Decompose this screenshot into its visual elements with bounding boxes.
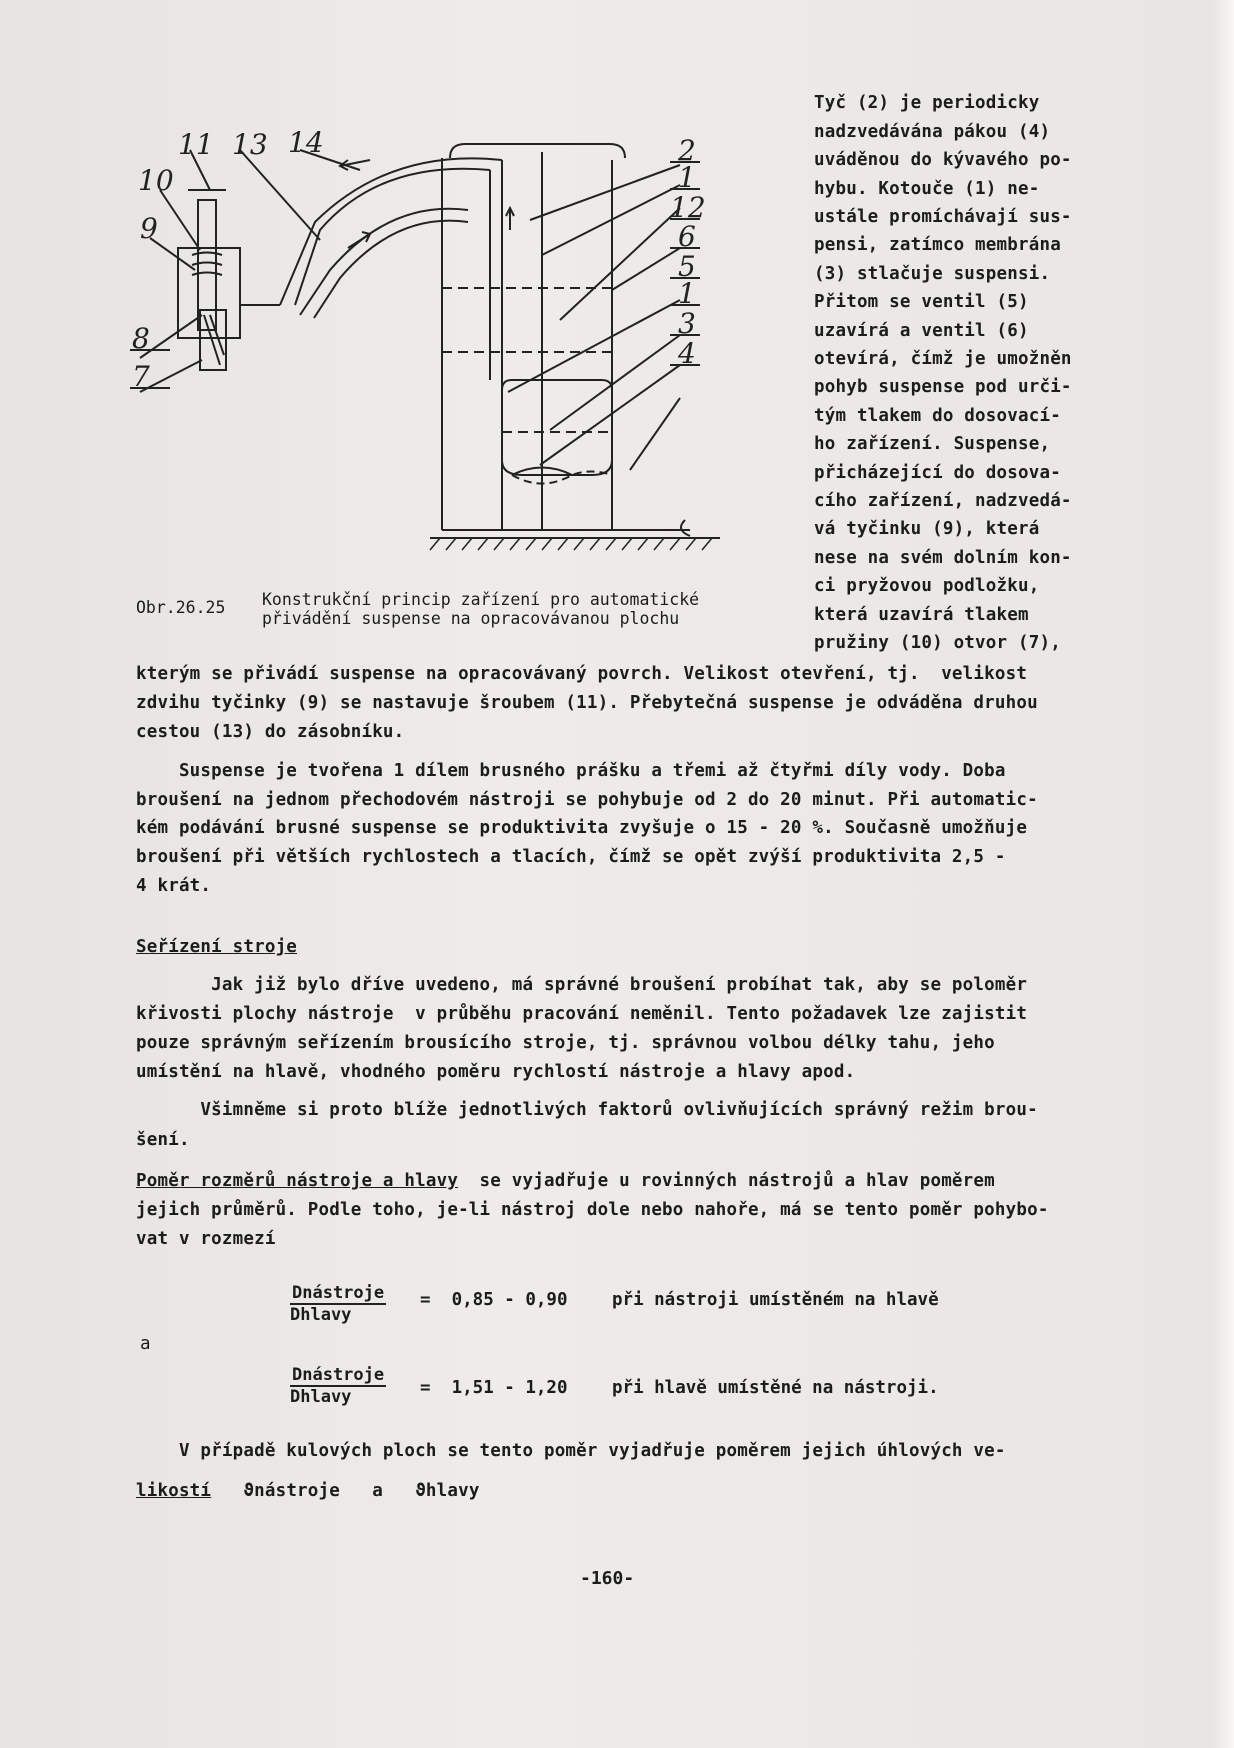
text-line: zdvihu tyčinky (9) se nastavuje šroubem (11). Přebytečná suspense je odváděna druhou (136, 693, 1038, 713)
label-1-bottom: 1 (678, 277, 696, 310)
text-line: pouze správným seřízením brousícího stroje, tj. správnou volbou délky tahu, jeho (136, 1033, 995, 1053)
text-line: cestou (13) do zásobníku. (136, 722, 405, 742)
text-line: 4 krát. (136, 876, 212, 896)
label-10: 10 (138, 164, 174, 197)
text-line: kterým se přivádí suspense na opracovávaný povrch. Velikost otevření, tj. velikost (136, 664, 1028, 684)
text-span: se vyjadřuje u rovinných nástrojů a hlav poměrem (458, 1171, 995, 1191)
text-line: otevírá, čímž je umožněn (814, 349, 1072, 369)
label-14: 14 (288, 130, 324, 159)
suspension-device-diagram (130, 130, 810, 570)
text-line: hybu. Kotouče (1) ne- (814, 179, 1040, 199)
label-8: 8 (132, 322, 150, 355)
text-span: a (372, 1481, 383, 1501)
text-line: pružiny (10) otvor (7), (814, 633, 1061, 653)
ratio-description: při nástroji umístěném na hlavě (612, 1290, 939, 1310)
text-line: ustále promíchávají sus- (814, 207, 1072, 227)
text-line: pensi, zatímco membrána (814, 235, 1061, 255)
text-line: pohyb suspense pod urči- (814, 377, 1072, 397)
fraction-2 (290, 1365, 386, 1407)
text-line: kém podávání brusné suspense se produktivita zvyšuje o 15 - 20 %. Současně umožňuje (136, 818, 1028, 838)
label-2: 2 (678, 134, 696, 167)
label-3: 3 (678, 307, 696, 340)
ratio-value: = 1,51 - 1,20 (420, 1378, 568, 1398)
label-12: 12 (670, 191, 706, 224)
text-line: Jak již bylo dříve uvedeno, má správné broušení probíhat tak, aby se poloměr (136, 975, 1028, 995)
label-4: 4 (678, 337, 696, 370)
text-span: likostí (136, 1481, 212, 1501)
text-line: křivosti plochy nástroje v průběhu pracování neměnil. Tento požadavek lze zajistit (136, 1004, 1028, 1024)
text-line (136, 1481, 480, 1501)
text-line: ho zařízení. Suspense, (814, 434, 1051, 454)
text-line (136, 1171, 995, 1191)
label-1-top: 1 (678, 161, 696, 194)
text-line: šení. (136, 1130, 190, 1150)
text-line: (3) stlačuje suspensi. (814, 264, 1051, 284)
ratio-heading: Poměr rozměrů nástroje a hlavy (136, 1171, 459, 1191)
section-heading: Seřízení stroje (136, 937, 298, 957)
theta-head: ϑhlavy (415, 1481, 480, 1501)
text-line: broušení při větších rychlostech a tlacích, čímž se opět zvýší produktivita 2,5 - (136, 847, 1006, 867)
text-line: vá tyčinku (9), která (814, 519, 1040, 539)
figure-caption-line2: přivádění suspense na opracovávanou plochu (262, 609, 680, 628)
text-line: která uzavírá tlakem (814, 605, 1029, 625)
text-line: vat v rozmezí (136, 1229, 276, 1249)
label-7: 7 (132, 360, 150, 393)
text-line: Tyč (2) je periodicky (814, 93, 1040, 113)
text-line: cího zařízení, nadzvedá- (814, 491, 1072, 511)
ratio-description: při hlavě umístěné na nástroji. (612, 1378, 939, 1398)
formula-connector: a (140, 1334, 151, 1354)
label-11: 11 (178, 130, 214, 161)
label-9: 9 (140, 212, 158, 245)
text-line: umístění na hlavě, vhodného poměru rychlostí nástroje a hlavy apod. (136, 1062, 856, 1082)
label-13: 13 (232, 130, 268, 161)
text-line: nese na svém dolním kon- (814, 548, 1072, 568)
text-line: Všimněme si proto blíže jednotlivých faktorů ovlivňujících správný režim brou- (136, 1100, 1038, 1120)
figure-caption-label: Obr.26.25 (136, 598, 226, 617)
ratio-value: = 0,85 - 0,90 (420, 1290, 568, 1310)
text-line: Přitom se ventil (5) (814, 292, 1029, 312)
text-line: V případě kulových ploch se tento poměr vyjadřuje poměrem jejich úhlových ve- (136, 1441, 1006, 1461)
text-line: přicházející do dosova- (814, 463, 1061, 483)
text-line: ci pryžovou podložku, (814, 576, 1040, 596)
fraction-numerator: Dnástroje (292, 1283, 385, 1303)
text-line: Suspense je tvořena 1 dílem brusného prášku a třemi až čtyřmi díly vody. Doba (136, 761, 1006, 781)
text-line: nadzvedávána pákou (4) (814, 122, 1051, 142)
label-6: 6 (678, 220, 696, 253)
text-line: tým tlakem do dosovací- (814, 406, 1061, 426)
text-line: broušení na jednom přechodovém nástroji se pohybuje od 2 do 20 minut. Při automatic- (136, 790, 1038, 810)
page-number: -160- (580, 1568, 635, 1589)
theta-tool: ϑnástroje (243, 1481, 340, 1501)
fraction-1 (290, 1283, 386, 1325)
figure-caption-line1: Konstrukční princip zařízení pro automatické (262, 590, 700, 609)
label-5: 5 (678, 250, 696, 283)
text-line: jejich průměrů. Podle toho, je-li nástroj dole nebo nahoře, má se tento poměr pohybo- (136, 1200, 1049, 1220)
text-line: uváděnou do kývavého po- (814, 150, 1072, 170)
text-line: uzavírá a ventil (6) (814, 321, 1029, 341)
fraction-denominator: Dhlavy (290, 1387, 352, 1407)
fraction-numerator: Dnástroje (292, 1365, 385, 1385)
fraction-denominator: Dhlavy (290, 1305, 352, 1325)
